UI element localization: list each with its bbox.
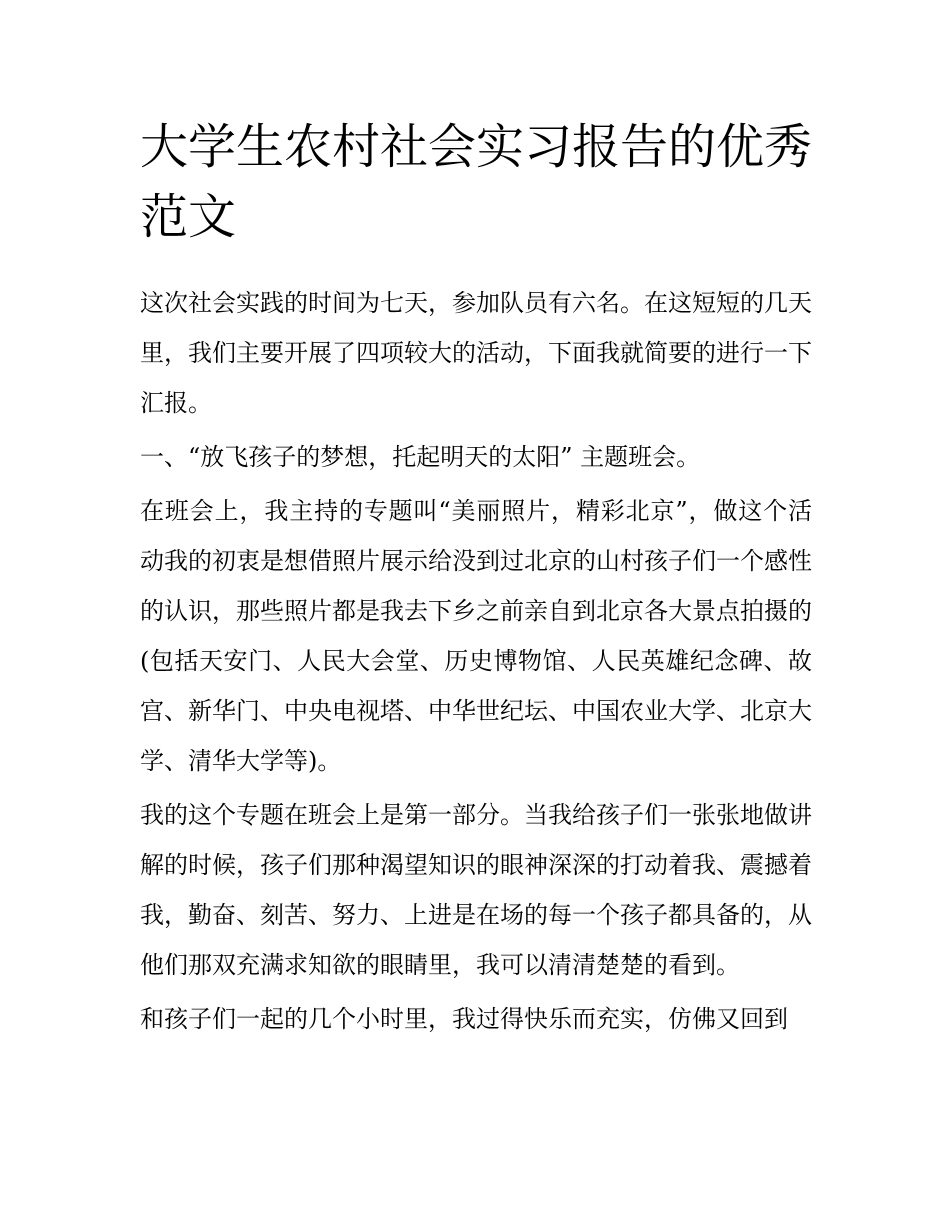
paragraph-closing-fragment: 和孩子们一起的几个小时里，我过得快乐而充实，仿佛又回到 (140, 1005, 788, 1033)
paragraph-section-heading: 一、“放飞孩子的梦想，托起明天的太阳” 主题班会。 (140, 443, 701, 471)
paragraph-children-reaction: 我的这个专题在班会上是第一部分。当我给孩子们一张张地做讲解的时候，孩子们那种渴望知识的眼神深深的打动着我、震撼着我，勤奋、刻苦、努力、上进是在场的每一个孩子都具备的，从他们那双充满求知欲的眼睛里，我可以清清楚楚的看到。 (140, 801, 812, 979)
document-title: 大学生农村社会实习报告的优秀范文 (140, 119, 813, 245)
document-body (140, 112, 812, 1048)
paragraph-intro: 这次社会实践的时间为七天，参加队员有六名。在这短短的几天里，我们主要开展了四项较大的活动，下面我就简要的进行一下汇报。 (140, 289, 812, 417)
paragraph-class-meeting: 在班会上，我主持的专题叫“美丽照片，精彩北京”，做这个活动我的初衷是想借照片展示给没到过北京的山村孩子们一个感性的认识，那些照片都是我去下乡之前亲自到北京各大景点拍摄的(包括天安门、人民大会堂、历史博物馆、人民英雄纪念碑、故宫、新华门、中央电视塔、中华世纪坛、中国农业大学、北京大学、清华大学等)。 (140, 497, 812, 775)
